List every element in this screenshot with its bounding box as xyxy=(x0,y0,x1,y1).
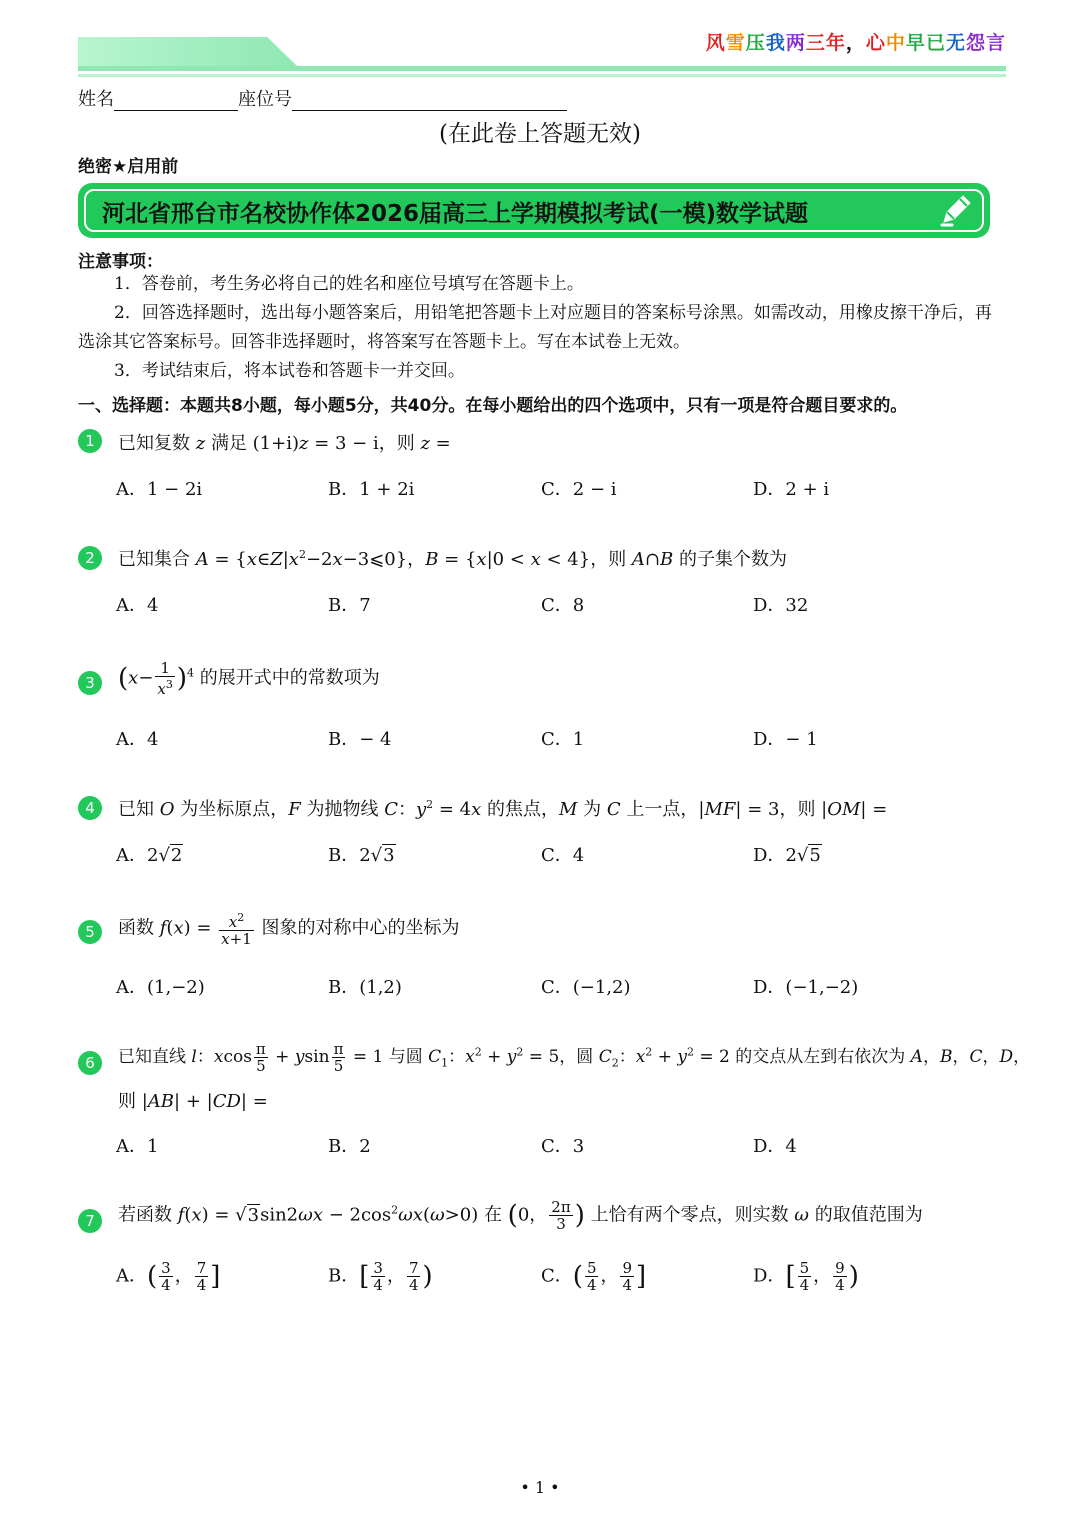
question-2-stem: 已知集合 $A = \{x\in Z|x^2-2x-3⩽0\}$，B = {x|0 < x < 4}，则 A∩B 的子集个数为 xyxy=(118,548,787,570)
option-b: B．7 xyxy=(328,595,371,616)
question-number-badge: 2 xyxy=(78,546,102,570)
motto-char: 雪 xyxy=(725,32,746,54)
title-banner xyxy=(78,183,990,238)
motto-char: 三 xyxy=(805,32,826,54)
option-c: C．2 − i xyxy=(541,479,617,500)
motto-char: 已 xyxy=(925,32,946,54)
option-c: C．(−1,2) xyxy=(541,977,631,998)
pencil-icon xyxy=(936,190,976,230)
header-motto xyxy=(706,28,1006,55)
option-c: C．8 xyxy=(541,595,585,616)
option-a: A．2√2 xyxy=(116,845,183,866)
question-number-badge: 7 xyxy=(78,1209,102,1233)
option-d: D．4 xyxy=(753,1136,797,1157)
header-tab-decoration xyxy=(78,37,298,67)
option-d: D．[ $\frac{5}{4}$ ， $\frac{9}{4}$ ) xyxy=(753,1259,859,1294)
motto-char: 年 xyxy=(825,32,846,54)
question-7-stem: 若函数 $f(x) = √3\sin 2\omega x - 2\cos^2\omega x(\omega>0)$ 在 (0， $\frac{2\pi}{3}$ ) 上恰有两个零点，则实数 ω 的取值范围为 xyxy=(118,1198,923,1233)
page-number: • 1 • xyxy=(520,1478,560,1497)
header-rule xyxy=(78,66,1006,71)
question-5-stem: 函数 f(x) = $\frac{x^2}{x+1}$ 图象的对称中心的坐标为 xyxy=(118,911,460,948)
notice-item-1: 1．答卷前，考生务必将自己的姓名和座位号填写在答题卡上。 xyxy=(114,274,584,294)
motto-char: 中 xyxy=(885,32,906,54)
option-d: D．2√5 xyxy=(753,845,821,866)
question-number-badge: 1 xyxy=(78,429,102,453)
motto-char: 言 xyxy=(985,32,1006,54)
motto-char: 压 xyxy=(745,32,766,54)
section-heading: 一、选择题：本题共8小题，每小题5分，共40分。在每小题给出的四个选项中，只有一项是符合题目要求的。 xyxy=(78,396,908,416)
option-d: D．(−1,−2) xyxy=(753,977,859,998)
name-blank[interactable] xyxy=(114,92,238,111)
option-a: A．1 xyxy=(116,1136,159,1157)
question-6-stem-line2: 则 |AB| + |CD| = xyxy=(118,1091,268,1112)
question-number-badge: 3 xyxy=(78,671,102,695)
option-d: D．32 xyxy=(753,595,809,616)
motto-char: 心 xyxy=(865,32,886,54)
option-b: B．2 xyxy=(328,1136,371,1157)
option-c: C．( $\frac{5}{4}$ ， $\frac{9}{4}$ ] xyxy=(541,1259,647,1294)
question-4-stem: 已知 O 为坐标原点，F 为抛物线 C：$y^2 = 4x$ 的焦点，M 为 C 上一点，|MF| = 3，则 |OM| = xyxy=(118,798,888,820)
option-c: C．4 xyxy=(541,845,585,866)
notice-item-3: 3．考试结束后，将本试卷和答题卡一并交回。 xyxy=(114,361,465,381)
option-a: A．( $\frac{3}{4}$ ， $\frac{7}{4}$ ] xyxy=(116,1259,221,1294)
notice-heading: 注意事项： xyxy=(78,252,163,272)
question-number-badge: 4 xyxy=(78,796,102,820)
question-6-stem: 已知直线 l：xcos $\frac{\pi}{5}$ + ysin $\frac{\pi}{5}$ = 1 与圆 $C_1$：$x^2 + y^2 = 5$，圆 $C_2$：$x^2 + y^2 = 2$ 的交点从左到右依次为 A，B，C，D， xyxy=(118,1040,1031,1075)
invalid-note: (在此卷上答题无效) xyxy=(439,121,641,147)
option-b: B．1 + 2i xyxy=(328,479,415,500)
option-b: B．− 4 xyxy=(328,729,392,750)
motto-char: 两 xyxy=(785,32,806,54)
option-a: A．4 xyxy=(116,595,159,616)
option-d: D．2 + i xyxy=(753,479,830,500)
option-d: D．− 1 xyxy=(753,729,818,750)
motto-char: 我 xyxy=(765,32,786,54)
option-b: B．(1,2) xyxy=(328,977,402,998)
motto-char: 早 xyxy=(905,32,926,54)
motto-char: ， xyxy=(845,32,866,54)
question-3-stem: (x− $\frac{1}{x^3}$ )$^4$ 的展开式中的常数项为 xyxy=(118,659,380,698)
motto-char: 怨 xyxy=(965,32,986,54)
question-number-badge: 5 xyxy=(78,920,102,944)
seat-blank[interactable] xyxy=(292,92,567,111)
motto-char: 无 xyxy=(945,32,966,54)
option-a: A．(1,−2) xyxy=(116,977,205,998)
option-a: A．1 − 2i xyxy=(116,479,203,500)
option-a: A．4 xyxy=(116,729,159,750)
name-label: 姓名 xyxy=(78,89,114,110)
secret-mark: 绝密★启用前 xyxy=(78,157,179,177)
exam-title: 河北省邢台市名校协作体2026届高三上学期模拟考试(一模)数学试题 xyxy=(102,201,809,227)
option-b: B．[ $\frac{3}{4}$ ， $\frac{7}{4}$ ) xyxy=(328,1259,433,1294)
header-rule-thin xyxy=(78,74,1006,77)
option-b: B．2√3 xyxy=(328,845,395,866)
motto-char: 风 xyxy=(705,32,726,54)
option-c: C．3 xyxy=(541,1136,585,1157)
question-1-stem: 已知复数 z 满足 (1+i)z = 3 − i，则 z = xyxy=(118,433,451,454)
seat-label: 座位号 xyxy=(238,89,292,110)
notice-item-2: 2．回答选择题时，选出每小题答案后，用铅笔把答题卡上对应题目的答案标号涂黑。如需改动，用橡皮擦干净后，再选涂其它答案标号。回答非选择题时，将答案写在答题卡上。写在本试卷上无效。 xyxy=(78,303,992,352)
question-number-badge: 6 xyxy=(78,1051,102,1075)
student-info-line xyxy=(78,85,567,111)
option-c: C．1 xyxy=(541,729,585,750)
